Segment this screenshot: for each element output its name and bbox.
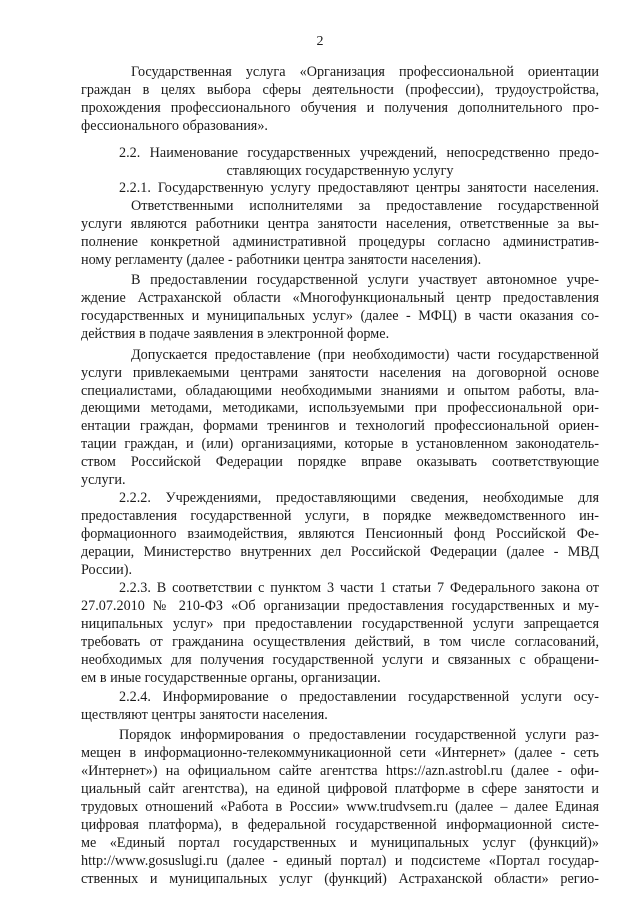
text-line: фессионального образования».: [81, 117, 268, 134]
text-line: деющими методами, методиками, используемыми при профессиональной ори-: [81, 400, 599, 417]
text-line: прохождения профессионального обучения и получения дополнительного про-: [81, 99, 599, 116]
section-heading: ставляющих государственную услугу: [226, 162, 454, 179]
text-line: Порядок информирования о предоставлении государственной услуги раз-: [119, 727, 599, 744]
text-line: ществляют центры занятости населения.: [81, 706, 328, 723]
text-line: государственных и муниципальных услуг» (далее - МФЦ) в части оказания со-: [81, 308, 599, 325]
text-line: услуги являются работники центра занятости населения, ответственные за вы-: [81, 215, 599, 232]
text-line: Ответственными исполнителями за предоставление государственной: [131, 197, 599, 214]
text-line: требовать от гражданина осуществления действий, в том числе согласований,: [81, 634, 599, 651]
text-line: услуги привлекаемыми центрами занятости населения на договорной основе: [81, 364, 599, 381]
text-line: ждение Астраханской области «Многофункциональный центр предоставления: [81, 290, 599, 307]
text-line: ственных и муниципальных услуг (функций) Астраханской области» регио-: [81, 870, 599, 887]
text-line: цифровая платформа), в федеральной государственной информационной систе-: [81, 816, 599, 833]
page-number: 2: [316, 34, 324, 49]
text-line: специалистами, обладающими необходимыми знаниями и опытом работы, вла-: [81, 382, 599, 399]
text-line: действия в подаче заявления в электронной форме.: [81, 326, 390, 342]
text-line: 2.2.1. Государственную услугу предоставляют центры занятости населения.: [119, 179, 599, 196]
text-line: 2.2.2. Учреждениями, предоставляющими сведения, необходимые для: [119, 489, 599, 506]
text-line: необходимых для получения государственной услуги и связанных с обращени-: [81, 652, 599, 668]
text-line: предоставления государственной услуги, в порядке межведомственного ин-: [81, 507, 599, 524]
text-line: тации граждан, и (или) организациями, которые в установленном законодатель-: [81, 436, 599, 453]
text-line: России).: [81, 561, 133, 578]
text-line: 27.07.2010 № 210-ФЗ «Об организации предоставления государственных и му-: [81, 598, 599, 615]
text-line: трудовых отношений «Работа в России» www.trudvsem.ru (далее – далее Единая: [81, 799, 599, 815]
text-line: Допускается предоставление (при необходимости) части государственной: [131, 346, 599, 363]
text-line: циальный сайт агентства), на единой цифровой платформе в сфере занятости и: [81, 781, 599, 798]
text-line: 2.2.4. Информирование о предоставлении государственной услуги осу-: [119, 688, 599, 705]
text-line: 2.2.3. В соответствии с пунктом 3 части 1 статьи 7 Федерального закона от: [119, 580, 599, 597]
text-line: ством Российской Федерации порядке вправе оказывать соответствующие: [81, 454, 599, 471]
text-line: «Интернет») на официальном сайте агентства https://azn.astrobl.ru (далее - офи-: [81, 763, 599, 780]
text-line: Государственная услуга «Организация профессиональной ориентации: [131, 64, 599, 80]
text-line: В предоставлении государственной услуги участвует автономное учре-: [131, 272, 599, 289]
text-line: ентации граждан, формами тренингов и технологий профессиональной ориен-: [81, 418, 599, 435]
section-heading: 2.2. Наименование государственных учреждений, непосредственно предо-: [119, 145, 599, 161]
text-line: ме «Единый портал государственных и муниципальных услуг (функций)»: [81, 834, 599, 851]
text-line: полнение конкретной административной процедуры согласно административ-: [81, 233, 599, 250]
text-line: услуги.: [81, 472, 126, 488]
text-line: http://www.gosuslugi.ru (далее - единый портал) и подсистеме «Портал государ-: [81, 852, 599, 869]
text-line: ному регламенту (далее - работники центра занятости населения).: [81, 251, 482, 268]
text-line: ниципальных услуг» при предоставлении государственной услуги запрещается: [81, 616, 599, 633]
text-line: формационного взаимодействия, являются Пенсионный фонд Российской Фе-: [81, 525, 599, 542]
text-line: дерации, Министерство внутренних дел Российской Федерации (далее - МВД: [81, 543, 599, 560]
text-line: ем в иные государственные органы, организации.: [81, 669, 381, 686]
text-line: граждан в целях выбора сферы деятельности (профессии), трудоустройства,: [81, 81, 599, 98]
text-line: мещен в информационно-телекоммуникационной сети «Интернет» (далее - сеть: [81, 745, 599, 762]
